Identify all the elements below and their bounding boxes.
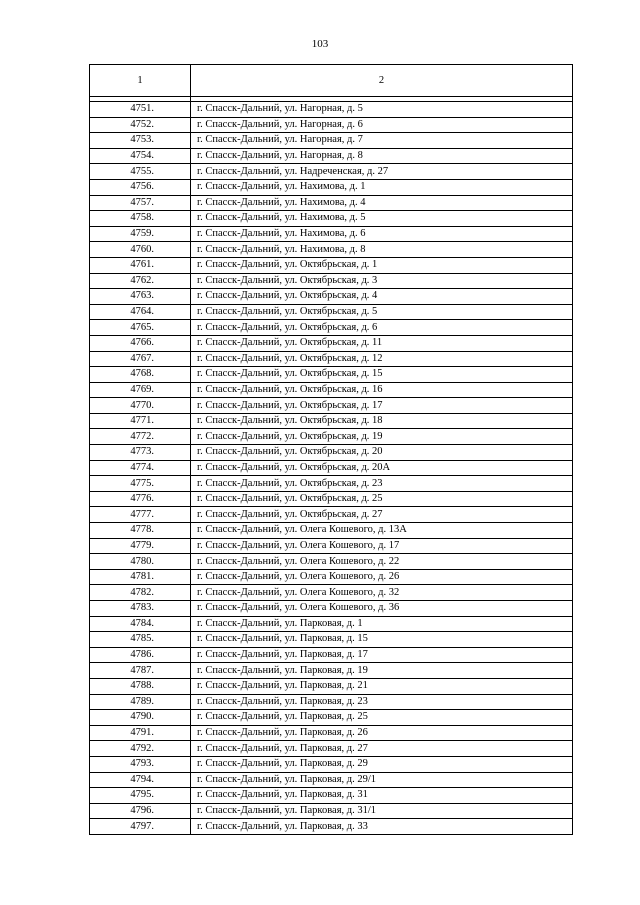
table-row — [90, 429, 573, 445]
row-number: 4767. — [90, 351, 191, 367]
table-row — [90, 117, 573, 133]
row-number: 4777. — [90, 507, 191, 523]
table-row — [90, 819, 573, 835]
row-address: г. Спасск-Дальний, ул. Парковая, д. 23 — [191, 694, 573, 710]
row-address: г. Спасск-Дальний, ул. Олега Кошевого, д. 32 — [191, 585, 573, 601]
table-row — [90, 632, 573, 648]
row-number: 4787. — [90, 663, 191, 679]
table-row — [90, 725, 573, 741]
row-address: г. Спасск-Дальний, ул. Октябрьская, д. 4 — [191, 289, 573, 305]
row-number: 4763. — [90, 289, 191, 305]
table-row — [90, 476, 573, 492]
row-address: г. Спасск-Дальний, ул. Нагорная, д. 8 — [191, 148, 573, 164]
table-row — [90, 351, 573, 367]
row-number: 4790. — [90, 710, 191, 726]
row-address: г. Спасск-Дальний, ул. Октябрьская, д. 19 — [191, 429, 573, 445]
address-table — [89, 64, 573, 835]
row-address: г. Спасск-Дальний, ул. Парковая, д. 29/1 — [191, 772, 573, 788]
table-row — [90, 803, 573, 819]
row-number: 4791. — [90, 725, 191, 741]
table-row — [90, 663, 573, 679]
table-row — [90, 616, 573, 632]
table-row — [90, 569, 573, 585]
table-row — [90, 741, 573, 757]
row-address: г. Спасск-Дальний, ул. Нахимова, д. 1 — [191, 179, 573, 195]
row-address: г. Спасск-Дальний, ул. Нагорная, д. 5 — [191, 102, 573, 118]
table-row — [90, 367, 573, 383]
table-row — [90, 195, 573, 211]
row-address: г. Спасск-Дальний, ул. Октябрьская, д. 5 — [191, 304, 573, 320]
row-address: г. Спасск-Дальний, ул. Октябрьская, д. 18 — [191, 413, 573, 429]
table-row — [90, 710, 573, 726]
row-address: г. Спасск-Дальний, ул. Октябрьская, д. 27 — [191, 507, 573, 523]
row-number: 4753. — [90, 133, 191, 149]
row-number: 4794. — [90, 772, 191, 788]
row-address: г. Спасск-Дальний, ул. Октябрьская, д. 17 — [191, 398, 573, 414]
row-number: 4786. — [90, 647, 191, 663]
row-number: 4796. — [90, 803, 191, 819]
row-address: г. Спасск-Дальний, ул. Парковая, д. 26 — [191, 725, 573, 741]
row-number: 4774. — [90, 460, 191, 476]
row-number: 4778. — [90, 523, 191, 539]
row-number: 4769. — [90, 382, 191, 398]
row-number: 4792. — [90, 741, 191, 757]
row-address: г. Спасск-Дальний, ул. Октябрьская, д. 12 — [191, 351, 573, 367]
row-number: 4751. — [90, 102, 191, 118]
row-address: г. Спасск-Дальний, ул. Парковая, д. 19 — [191, 663, 573, 679]
row-number: 4785. — [90, 632, 191, 648]
row-address: г. Спасск-Дальний, ул. Олега Кошевого, д. 13А — [191, 523, 573, 539]
table-row — [90, 179, 573, 195]
table-row — [90, 102, 573, 118]
row-address: г. Спасск-Дальний, ул. Октябрьская, д. 6 — [191, 320, 573, 336]
row-number: 4775. — [90, 476, 191, 492]
row-number: 4756. — [90, 179, 191, 195]
row-number: 4768. — [90, 367, 191, 383]
table-row — [90, 320, 573, 336]
row-address: г. Спасск-Дальний, ул. Октябрьская, д. 16 — [191, 382, 573, 398]
row-number: 4793. — [90, 756, 191, 772]
row-address: г. Спасск-Дальний, ул. Нахимова, д. 4 — [191, 195, 573, 211]
row-number: 4758. — [90, 211, 191, 227]
row-number: 4760. — [90, 242, 191, 258]
page-number: 103 — [311, 38, 329, 50]
row-number: 4772. — [90, 429, 191, 445]
row-number: 4783. — [90, 601, 191, 617]
row-address: г. Спасск-Дальний, ул. Нагорная, д. 7 — [191, 133, 573, 149]
row-address: г. Спасск-Дальний, ул. Октябрьская, д. 15 — [191, 367, 573, 383]
table-row — [90, 289, 573, 305]
row-address: г. Спасск-Дальний, ул. Октябрьская, д. 23 — [191, 476, 573, 492]
row-address: г. Спасск-Дальний, ул. Парковая, д. 31 — [191, 788, 573, 804]
table-row — [90, 445, 573, 461]
row-address: г. Спасск-Дальний, ул. Октябрьская, д. 1 — [191, 257, 573, 273]
table-row — [90, 211, 573, 227]
row-number: 4755. — [90, 164, 191, 180]
row-number: 4762. — [90, 273, 191, 289]
row-address: г. Спасск-Дальний, ул. Октябрьская, д. 3 — [191, 273, 573, 289]
table-row — [90, 413, 573, 429]
row-number: 4770. — [90, 398, 191, 414]
row-number: 4765. — [90, 320, 191, 336]
table-row — [90, 678, 573, 694]
row-number: 4773. — [90, 445, 191, 461]
table-row — [90, 335, 573, 351]
row-number: 4781. — [90, 569, 191, 585]
row-address: г. Спасск-Дальний, ул. Парковая, д. 1 — [191, 616, 573, 632]
row-address: г. Спасск-Дальний, ул. Парковая, д. 15 — [191, 632, 573, 648]
row-number: 4776. — [90, 491, 191, 507]
row-number: 4759. — [90, 226, 191, 242]
row-number: 4795. — [90, 788, 191, 804]
table-header-row — [90, 65, 573, 97]
table-row — [90, 694, 573, 710]
row-number: 4752. — [90, 117, 191, 133]
row-number: 4771. — [90, 413, 191, 429]
table-row — [90, 164, 573, 180]
row-address: г. Спасск-Дальний, ул. Олега Кошевого, д. 26 — [191, 569, 573, 585]
column-header-number: 1 — [90, 65, 191, 97]
table-row — [90, 148, 573, 164]
row-address: г. Спасск-Дальний, ул. Парковая, д. 27 — [191, 741, 573, 757]
table-row — [90, 554, 573, 570]
row-number: 4764. — [90, 304, 191, 320]
row-number: 4782. — [90, 585, 191, 601]
table-row — [90, 756, 573, 772]
row-address: г. Спасск-Дальний, ул. Нахимова, д. 6 — [191, 226, 573, 242]
table-row — [90, 601, 573, 617]
row-address: г. Спасск-Дальний, ул. Нагорная, д. 6 — [191, 117, 573, 133]
table-row — [90, 491, 573, 507]
table-row — [90, 507, 573, 523]
table-row — [90, 647, 573, 663]
row-address: г. Спасск-Дальний, ул. Октябрьская, д. 25 — [191, 491, 573, 507]
row-number: 4766. — [90, 335, 191, 351]
row-number: 4789. — [90, 694, 191, 710]
table-row — [90, 772, 573, 788]
row-number: 4757. — [90, 195, 191, 211]
table-row — [90, 226, 573, 242]
row-address: г. Спасск-Дальний, ул. Парковая, д. 29 — [191, 756, 573, 772]
row-address: г. Спасск-Дальний, ул. Парковая, д. 21 — [191, 678, 573, 694]
row-address: г. Спасск-Дальний, ул. Парковая, д. 33 — [191, 819, 573, 835]
row-address: г. Спасск-Дальний, ул. Олега Кошевого, д. 17 — [191, 538, 573, 554]
row-address: г. Спасск-Дальний, ул. Октябрьская, д. 20А — [191, 460, 573, 476]
row-address: г. Спасск-Дальний, ул. Нахимова, д. 8 — [191, 242, 573, 258]
table-row — [90, 538, 573, 554]
row-number: 4779. — [90, 538, 191, 554]
table-row — [90, 257, 573, 273]
row-address: г. Спасск-Дальний, ул. Нахимова, д. 5 — [191, 211, 573, 227]
row-address: г. Спасск-Дальний, ул. Олега Кошевого, д. 36 — [191, 601, 573, 617]
row-address: г. Спасск-Дальний, ул. Октябрьская, д. 11 — [191, 335, 573, 351]
row-address: г. Спасск-Дальний, ул. Парковая, д. 31/1 — [191, 803, 573, 819]
row-number: 4780. — [90, 554, 191, 570]
table-row — [90, 273, 573, 289]
row-address: г. Спасск-Дальний, ул. Надреченская, д. 27 — [191, 164, 573, 180]
row-number: 4784. — [90, 616, 191, 632]
table-row — [90, 523, 573, 539]
row-number: 4761. — [90, 257, 191, 273]
row-number: 4754. — [90, 148, 191, 164]
row-address: г. Спасск-Дальний, ул. Парковая, д. 25 — [191, 710, 573, 726]
row-address: г. Спасск-Дальний, ул. Олега Кошевого, д. 22 — [191, 554, 573, 570]
row-address: г. Спасск-Дальний, ул. Парковая, д. 17 — [191, 647, 573, 663]
row-number: 4788. — [90, 678, 191, 694]
table-row — [90, 460, 573, 476]
table-body — [90, 97, 573, 835]
table-row — [90, 133, 573, 149]
table-row — [90, 788, 573, 804]
table-row — [90, 304, 573, 320]
table-row — [90, 398, 573, 414]
table-row — [90, 242, 573, 258]
table-row — [90, 382, 573, 398]
column-header-address: 2 — [191, 65, 573, 97]
table-row — [90, 585, 573, 601]
row-address: г. Спасск-Дальний, ул. Октябрьская, д. 20 — [191, 445, 573, 461]
row-number: 4797. — [90, 819, 191, 835]
